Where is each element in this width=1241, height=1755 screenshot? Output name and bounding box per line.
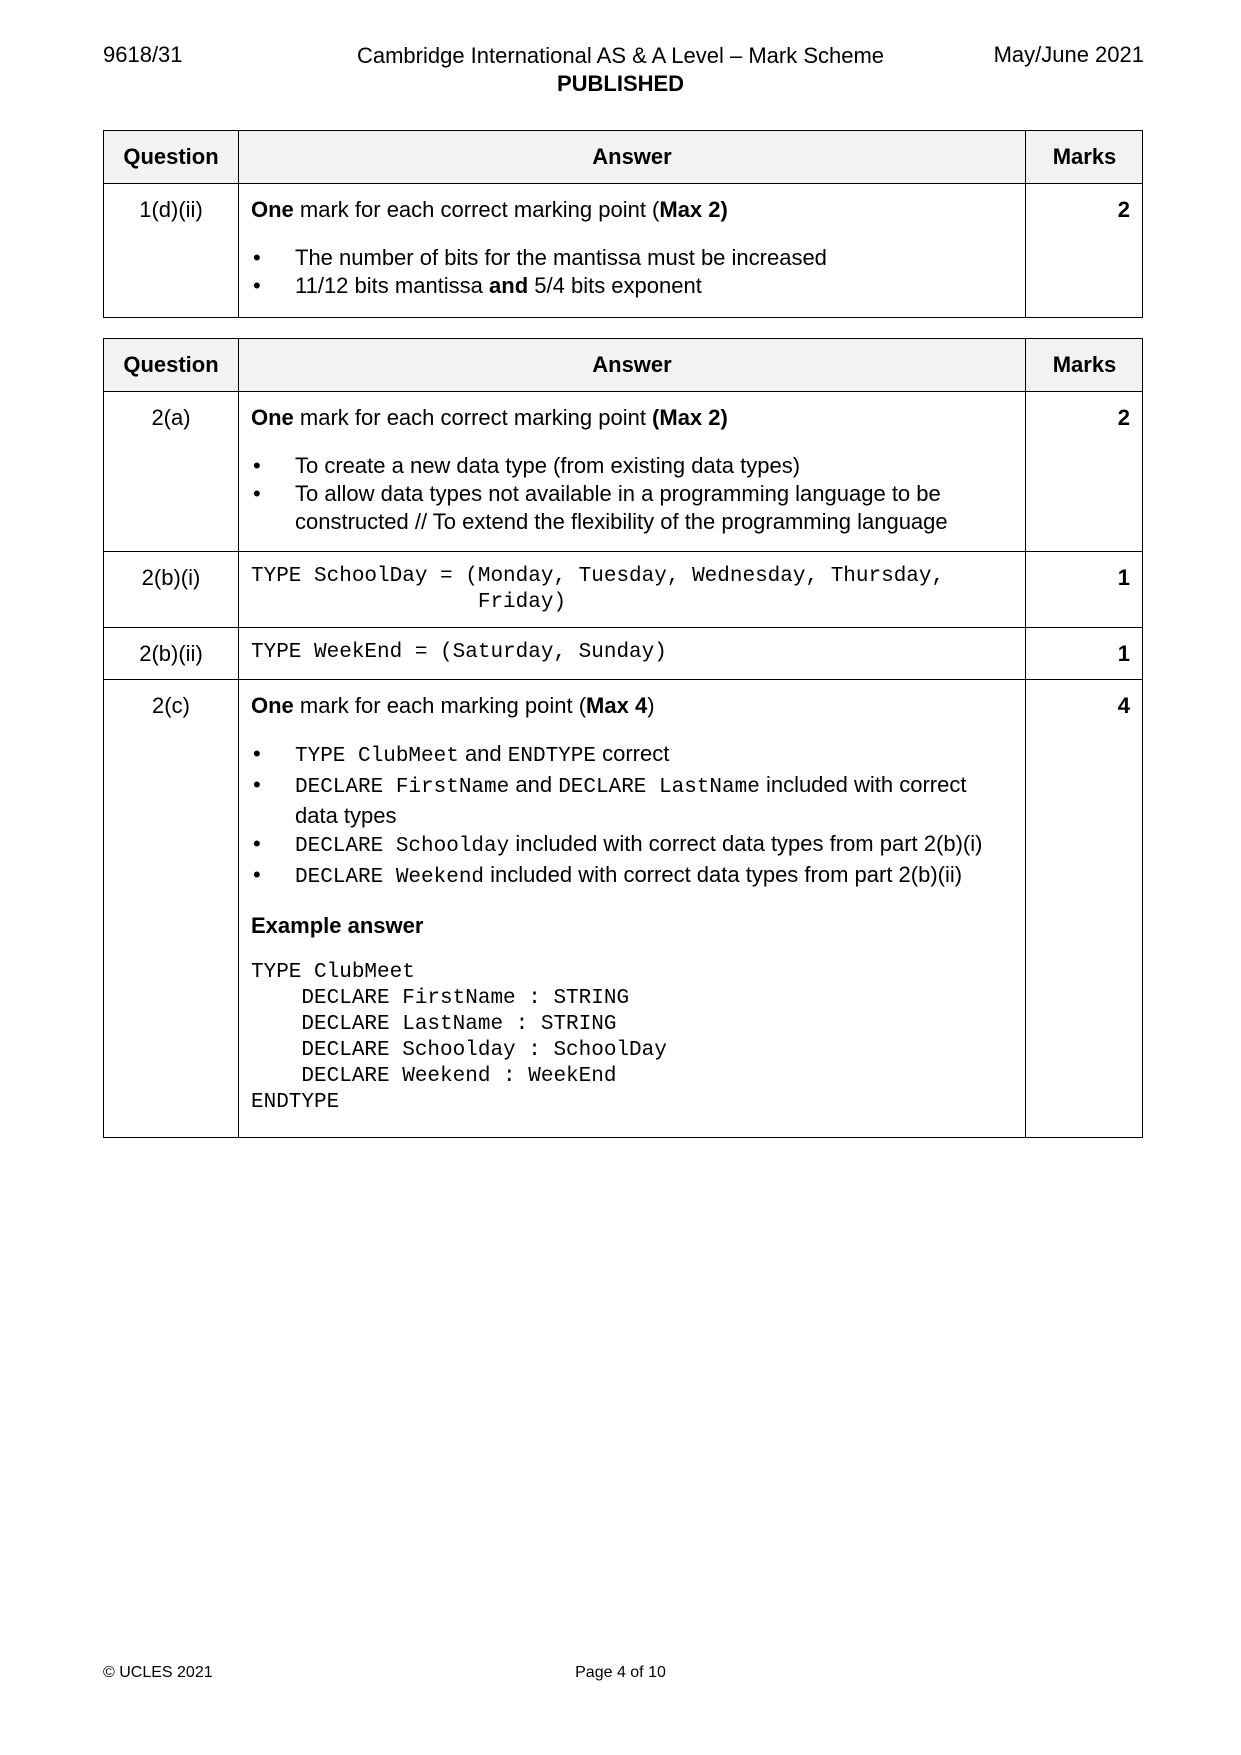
table-header-row: [104, 131, 1143, 184]
question-number: 2(c): [104, 680, 239, 1138]
answer-cell: [239, 184, 1026, 318]
question-number: 2(b)(i): [104, 552, 239, 628]
marking-instruction: One mark for each correct marking point (Max 2): [251, 405, 728, 430]
list-item: • DECLARE Weekend included with correct data types from part 2(b)(ii): [251, 861, 1013, 892]
marking-points: [251, 452, 1013, 536]
marks-value: 1: [1026, 628, 1143, 680]
code-answer: TYPE SchoolDay = (Monday, Tuesday, Wednesday, Thursday, Friday): [251, 565, 945, 614]
example-code: TYPE ClubMeet DECLARE FirstName : STRING DECLARE LastName : STRING DECLARE Schoolday : SchoolDay DECLARE Weekend : WeekEnd ENDTYPE: [251, 961, 667, 1114]
marking-points: [251, 244, 1013, 300]
list-item: • To allow data types not available in a programming language to be constructed // To extend the flexibility of the programming language: [251, 480, 1013, 536]
marks-value: 1: [1026, 552, 1143, 628]
answer-cell: [239, 392, 1026, 552]
example-heading: Example answer: [251, 913, 424, 938]
marks-value: 2: [1026, 392, 1143, 552]
column-header-question: Question: [104, 131, 239, 184]
marking-instruction: One mark for each correct marking point (Max 2): [251, 197, 728, 222]
marks-value: 4: [1026, 680, 1143, 1138]
column-header-answer: Answer: [239, 339, 1026, 392]
table-row: [104, 552, 1143, 628]
list-item: • TYPE ClubMeet and ENDTYPE correct: [251, 740, 1013, 771]
table-row: [104, 392, 1143, 552]
table-header-row: [104, 339, 1143, 392]
exam-session: May/June 2021: [993, 42, 1144, 67]
answer-cell: [239, 552, 1026, 628]
page-number: Page 4 of 10: [575, 1664, 666, 1681]
list-item: • The number of bits for the mantissa must be increased: [251, 244, 1013, 272]
answer-cell: [239, 680, 1026, 1138]
question-number: 2(a): [104, 392, 239, 552]
mark-table-q2: [103, 338, 1143, 1138]
column-header-question: Question: [104, 339, 239, 392]
answer-cell: [239, 628, 1026, 680]
table-row: [104, 184, 1143, 318]
paper-code: 9618/31: [103, 42, 183, 67]
column-header-answer: Answer: [239, 131, 1026, 184]
question-number: 2(b)(ii): [104, 628, 239, 680]
marking-points: [251, 740, 1013, 892]
published-label: PUBLISHED: [556, 71, 685, 96]
column-header-marks: Marks: [1026, 131, 1143, 184]
list-item: • 11/12 bits mantissa and 5/4 bits exponent: [251, 272, 1013, 300]
column-header-marks: Marks: [1026, 339, 1143, 392]
code-answer: TYPE WeekEnd = (Saturday, Sunday): [251, 641, 667, 664]
question-number: 1(d)(ii): [104, 184, 239, 318]
list-item: • To create a new data type (from existing data types): [251, 452, 1013, 480]
mark-table-q1: [103, 130, 1143, 318]
list-item: • DECLARE Schoolday included with correct data types from part 2(b)(i): [251, 830, 1013, 861]
marking-instruction: One mark for each marking point (Max 4): [251, 693, 655, 718]
table-row: [104, 680, 1143, 1138]
list-item: • DECLARE FirstName and DECLARE LastName included with correct data types: [251, 771, 1013, 830]
title-text: Cambridge International AS & A Level – Mark Scheme: [356, 43, 885, 68]
copyright: © UCLES 2021: [103, 1664, 213, 1681]
table-row: [104, 628, 1143, 680]
marks-value: 2: [1026, 184, 1143, 318]
